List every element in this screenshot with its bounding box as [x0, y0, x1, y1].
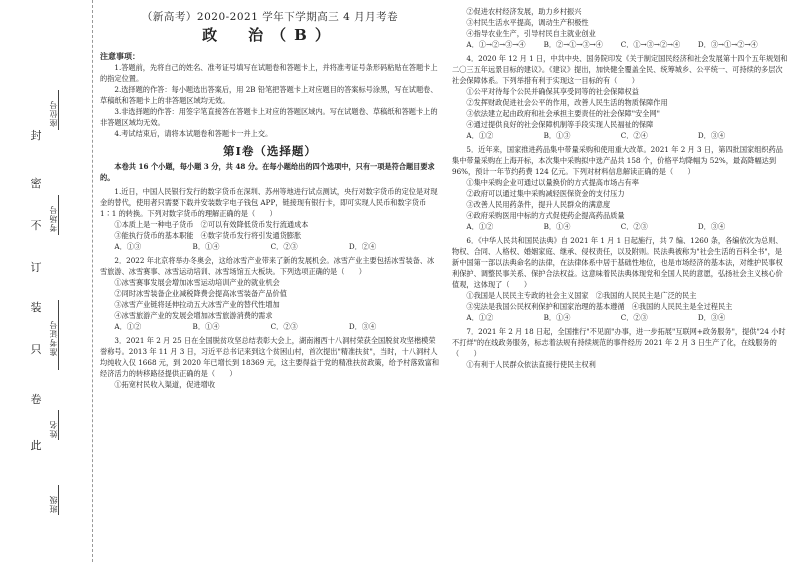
option-d[interactable]: D．③④ — [348, 322, 377, 331]
question-item: ③冰雪产业链将延伸拉动五大冰雪产业的替代性增加 — [114, 300, 280, 309]
seat-number-line — [58, 90, 59, 130]
left-column — [100, 0, 440, 390]
question-6 — [452, 235, 788, 323]
answer-options — [452, 130, 788, 141]
class-line — [58, 485, 59, 515]
binding-word: 封 — [30, 129, 42, 142]
question-item: ①有利于人民群众依法直接行使民主权利 — [466, 360, 596, 369]
subject-title: 政 治（B） — [202, 26, 338, 44]
option-a[interactable]: A．①③ — [114, 242, 142, 251]
right-column — [452, 0, 788, 370]
option-d[interactable]: D．③④ — [697, 313, 726, 322]
answer-options — [452, 221, 788, 232]
question-stem: 1.近日，中国人民银行发行的数字货币在深圳、苏州等地进行试点测试，央行对数字货币的定位是对现金的替代，使用者只需要下载并安装数字电子钱包 APP，链接现有银行卡，即可实现人民币和数字货币 1∶1 的转换。下列对数字货币的理解正确的是（ ） — [100, 187, 438, 218]
option-a[interactable]: A．①→②→③→④ — [466, 40, 526, 49]
question-5 — [452, 144, 788, 232]
binding-word: 订 — [30, 261, 42, 274]
option-d[interactable]: D．③→①→②→④ — [697, 40, 758, 49]
answer-options — [100, 241, 440, 252]
option-b[interactable]: B．①③ — [543, 131, 571, 140]
question-item: ③能执行货币的基本职能 ④数字货币发行将引发通货膨胀 — [114, 231, 302, 240]
question-item: ④冰雪旅游产业的发展会增加冰雪旅游消费的需求 — [114, 311, 273, 320]
notice-item: 4.考试结束后，请将本试题卷和答题卡一并上交。 — [114, 129, 273, 138]
part-description: 本卷共 16 个小题，每小题 3 分，共 48 分。在每小题给出的四个选项中，只有一项是符合题目要求的。 — [100, 162, 435, 182]
question-4 — [452, 53, 788, 141]
question-item: ④政府采购医用中标的方式促使药企提高药品质量 — [466, 211, 625, 220]
part-title: 第Ⅰ卷（选择题） — [223, 144, 317, 158]
option-a[interactable]: A．①② — [466, 131, 494, 140]
question-7 — [452, 326, 788, 370]
question-item: ①本质上是一种电子货币 ②可以有效降低货币发行流通成本 — [114, 220, 309, 229]
option-c[interactable]: C．②③ — [270, 322, 298, 331]
question-item: ①冰雪赛事发展会增加冰雪运动培训产业的就业机会 — [114, 278, 280, 287]
question-stem: 6．《中华人民共和国民法典》自 2021 年 1 月 1 日起施行，共 7 编、1260 条，各编依次为总则、物权、合同、人格权、婚姻家庭、继承、侵权责任，以及附则。民法典被称为"社会生活的百科全书"，是新中国第一部以法典命名的法律，在法律体系中居于基础性地位，也是市场经济的基本法，对维护民事权利保护、调整民事关系、保护合法权益。这意味着民法典体现党和全国人民的意愿，弘扬社会主义核心价值观，这体现了（ ） — [452, 236, 783, 289]
name-line — [58, 410, 59, 440]
option-b[interactable]: B．①④ — [543, 222, 571, 231]
answer-options — [452, 39, 788, 50]
option-b[interactable]: B．①④ — [543, 313, 571, 322]
question-stem: 5．近年来，国家推进药品集中带量采购和使用重大改革。2021 年 2 月 3 日，第四批国家组织药品集中带量采购在上海开标，本次集中采购拟中选产品共 158 个，价格平均降幅为 52%，最高降幅达到 96%，预计一年节约药费 124 亿元。下列对材料信息解读正确的是（ ） — [452, 145, 783, 176]
question-3-continued — [452, 6, 788, 50]
question-item: ④指导农业生产，引导村民自主就业创业 — [466, 29, 596, 38]
question-item: ③依法建立起由政府和社会承担主要责任的社会保障"安全网" — [466, 109, 660, 118]
question-item: ②发挥财政促进社会公平的作用，改善人民生活的物质保障作用 — [466, 98, 668, 107]
question-item: ①公平对待每个公民并确保其享受同等的社会保障权益 — [466, 87, 639, 96]
seat-number-field: 座位号 — [49, 100, 58, 127]
binding-word: 密 — [30, 177, 42, 190]
option-c[interactable]: C．②③ — [620, 222, 648, 231]
binding-word: 只 — [30, 343, 42, 356]
option-c[interactable]: C．②④ — [620, 131, 648, 140]
question-stem: 4．2020 年 12 月 1 日，中共中央、国务院印发《关于制定国民经济和社会发展第十四个五年规划和二〇三五年远景目标的建议》。《建议》提出，加快健全覆盖全民、统筹城乡、公平统一、可持续的多层次社会保障体系。下列举措有利于实现这一目标的有（ ） — [452, 54, 788, 85]
question-stem: 2．2022 年北京将举办冬奥会，这给冰雪产业带来了新的发展机会。冰雪产业主要包括冰雪装备、冰雪旅游、冰雪赛事、冰雪运动培训、冰雪场馆五大板块。下列选项正确的是（ ） — [100, 256, 435, 276]
exam-room-field: 考场号 — [49, 205, 58, 232]
option-d[interactable]: D．③④ — [697, 131, 726, 140]
question-item: ②促进农村经济发展，助力乡村振兴 — [466, 7, 582, 16]
binding-word: 不 — [30, 219, 42, 232]
notice-item: 1.答题前，先将自己的姓名、准考证号填写在试题卷和答题卡上，并将准考证号条形码粘贴在答题卡上的指定位置。 — [100, 63, 438, 83]
question-stem: 3．2021 年 2 月 25 日在全国脱贫攻坚总结表彰大会上，湖南湘西十八洞村荣获全国脱贫攻坚楷模荣誉称号。2013 年 11 月 3 日，习近平总书记来到这个贫困山村，首次提出"精准扶贫"，当时，十八洞村人均纯收入仅 1668 元，到 2020 年已增长到 18369 元，这主要得益于党的精准扶贫政策，给予村落致富和经济活力的转移路径提供正确的是（ ） — [100, 336, 440, 378]
question-item: ③改善人民用药条件，提升人民群众的满意度 — [466, 200, 611, 209]
question-item: ③宪法是我国公民权利保护和国家治理的基本遵循 ④我国的人民民主是全过程民主 — [466, 302, 733, 311]
question-item: ③村民生活水平提高，调动生产积极性 — [466, 18, 589, 27]
option-b[interactable]: B．②→①→③→④ — [543, 40, 603, 49]
binding-word: 装 — [30, 301, 42, 314]
option-d[interactable]: D．②④ — [348, 242, 377, 251]
question-item: ②政府可以通过集中采购减轻医保资金的支付压力 — [466, 189, 625, 198]
exam-room-line — [58, 195, 59, 235]
question-item: ④通过提供良好的社会保障机制等手段实现人民福祉的保障 — [466, 120, 654, 129]
exam-title: （新高考）2020-2021 学年下学期高三 4 月月考卷 — [141, 11, 399, 23]
binding-word: 卷 — [30, 393, 42, 406]
option-a[interactable]: A．①② — [466, 313, 494, 322]
option-c[interactable]: C．②③ — [270, 242, 298, 251]
notice-heading: 注意事项： — [100, 51, 140, 61]
question-item: ①我国是人民民主专政的社会主义国家 ②我国的人民民主是广泛的民主 — [466, 291, 697, 300]
binding-margin — [0, 0, 93, 562]
option-b[interactable]: B．①④ — [192, 322, 220, 331]
option-a[interactable]: A．①② — [466, 222, 494, 231]
name-field: 姓名 — [49, 420, 58, 438]
option-c[interactable]: C．②③ — [620, 313, 648, 322]
admission-number-field: 准考证号 — [49, 320, 58, 356]
option-a[interactable]: A．①② — [114, 322, 142, 331]
notice-item: 2.选择题的作答：每小题选出答案后，用 2B 铅笔把答题卡上对应题目的答案标号涂黑，写在试题卷、草稿纸和答题卡上的非答题区域均无效。 — [100, 85, 438, 105]
binding-word: 此 — [30, 439, 42, 452]
question-item: ①集中采购企业可通过以量换价的方式提高市场占有率 — [466, 178, 639, 187]
question-item: ②同时冰雪装备企业减税降费会提高冰雪装备产品价值 — [114, 289, 287, 298]
question-stem: 7．2021 年 2 月 18 日起，全国推行"不见面"办事，进一步拓展"互联网+政务服务"，提供"24 小时不打烊"的在线政务服务，标志着法规有持续规范的事件经历 2021 年 2 月 3 日生产了化，在线服务的（ ） — [452, 327, 786, 358]
question-1 — [100, 186, 440, 252]
admission-number-line — [58, 300, 59, 370]
option-d[interactable]: D．③④ — [697, 222, 726, 231]
class-field: 班级 — [49, 495, 58, 513]
option-c[interactable]: C．①→③→②→④ — [620, 40, 681, 49]
notice-item: 3.非选择题的作答：用签字笔直接答在答题卡上对应的答题区域内。写在试题卷、草稿纸和答题卡上的非答题区域均无效。 — [100, 107, 438, 127]
question-2 — [100, 255, 440, 332]
question-3 — [100, 335, 440, 390]
answer-options — [100, 321, 440, 332]
option-b[interactable]: B．①④ — [192, 242, 220, 251]
answer-options — [452, 312, 788, 323]
question-item: ①拓宽村民收入渠道，促进增收 — [114, 380, 216, 389]
